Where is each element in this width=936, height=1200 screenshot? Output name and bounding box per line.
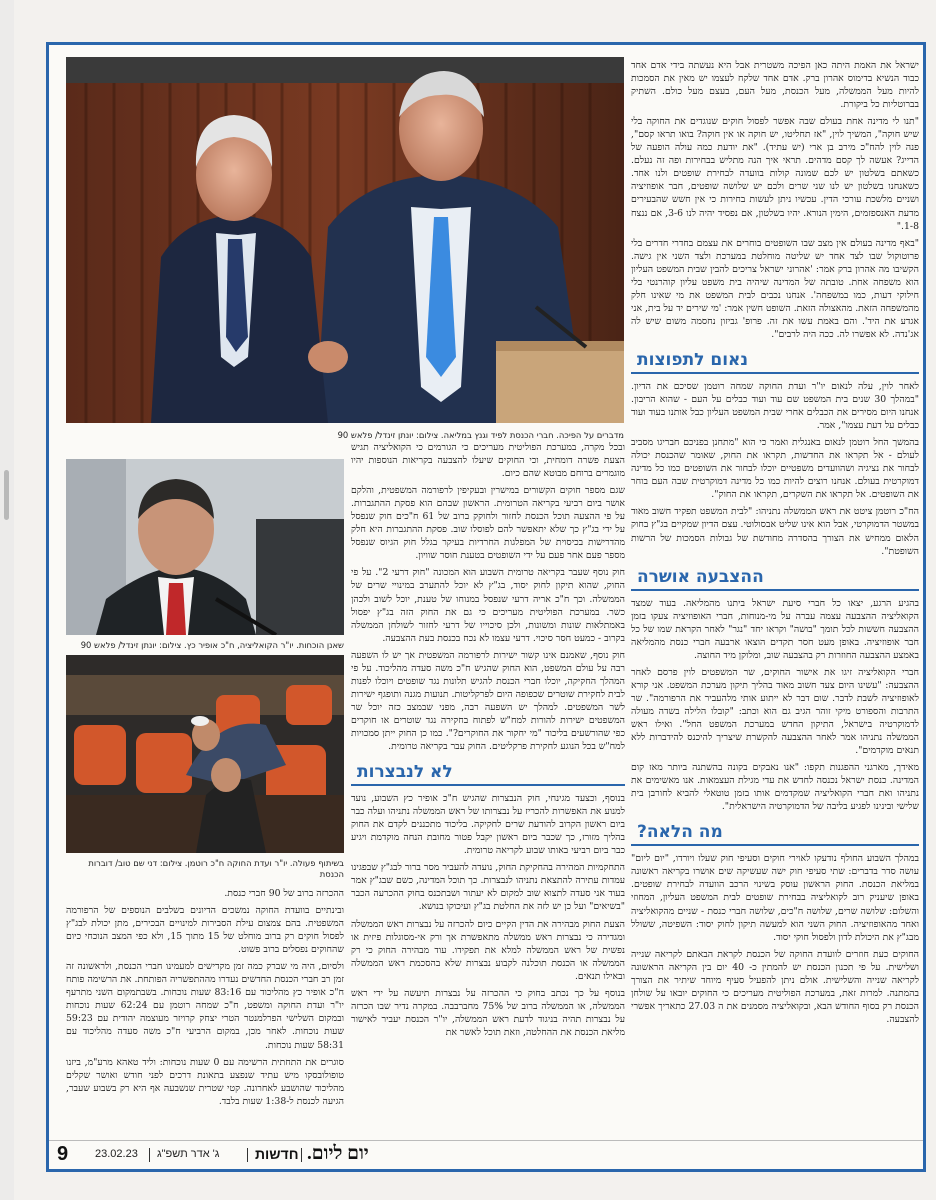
portrait-photo-image — [66, 459, 344, 635]
portrait-photo-caption: שאנן הוכחות. יו"ר הקואליציה, ח"כ אופיר כץ. צילום: יונתן זינדל/ פלאש 90 — [80, 640, 344, 650]
heading-what-next: מה הלאה? — [631, 821, 723, 844]
left-paragraph-8: בנוסף על כך נכתב בחוק כי ההכרזה על נבצרות תיעשה על ידי ראש הממשלה, או הממשלה ברוב של 75% מחברבבה. במקרה נדיר שבו הכרזה על נבצרות תהיה בניגוד לדעת ראש הממשלה, יו"ר הכנסת יעביר לאישור מליאת הכנסת את ההחלטה, וזאת תוכל לאשר את — [351, 987, 625, 1038]
footer-divider-3 — [301, 1148, 302, 1162]
left-paragraph-5: בנוסף, וכצעד מגינחי, חוק הנבצרות שהגיש ח"כ אופיר כץ השבוע, נועד למנוע את האפשרות להכריז על נבצרותו של ראש הממשלה נתניהו ועלה כבר ביום ראשון הקרוב להודעת שרים לחקיקה. בליכוד מתכננים לקדם את החוק בהליך מזורז, כך שכבר ביום ראשון יקבל פטור מחובת הנחה מוקדמת ויגיע כבר ביום רביעי באותו שבוע לקריאה טרומית. — [351, 793, 625, 857]
right-paragraph-11: החוקים כעת חוזרים לוועדת החוקה של הכנסת לקראת הבאתם לקריאה שנייה ושלישית. על פי תכנון הכנסת יש להמתין כ- 40 יום בין הקריאה הראשונה לקריאה שנייה והשלישית. אולם ניתן להפעיל סעיף מיוחד שיתיר את הצורך בהמתנה. למרות זאת, במערכת הפוליטית מעריכים כי החוקים יובאו על שולחן הכנסת רק בסוף החודש הבא, ובקואליציה מסמנים את ה 27.03 כתאריך אפשרי להצבעה. — [631, 948, 919, 1025]
main-photo-caption: מדברים על הפיכה. חברי הכנסת לפיד וגנץ במליאה. צילום: יונתן זינדל/ פלאש 90 — [337, 430, 624, 440]
left-paragraph-11: ולסיום, היה מי שברק כמה זמן מקדישים למעמינו חברי הכנסת, ולראשונה זה זמן רב חברי הכנסת החדשים נעדרו מההתפשריה הפותחת. את הרשימה פותח ח"כ אופיר כץ מהליכוד עם 83:16 שעות נוכחות. בשבתמקום השני מתרעף יו"ר ועדת החוקה ומשפט, ח"כ שמחה רוטמן עם 62:24 שעות נוכחות ובמקום השלישי הפרלמנטר הטרי יצחק קרויזר מעוצמה יהודית עם 59:23 שעות נוכחות. לאחר מכן, במקום הרביעי ח"כ משה סעדה מהליכוד עם 58:31 שעות נוכחות. — [66, 961, 344, 1051]
right-paragraph-5: בהמשך החל רוטמן לנאום באנגלית ואמר כי הוא "מתחנן בפניכם חבריגו מסביב לעולם - אל תקראו את החדשות, תקראו את החוק, שאומר שהכנסת יכולה לבחור את נציגיה ושהוועדים משפטיים יוכלו לבחור את השופטים כמו כל מדינה דמוקרטית בעולם. אנחנו רוצים להיות כמו כל מדינה דמוקרטית שבה העם בוחר את השופטים. אל תקראו את השקרים, תקראו את החוק". — [631, 437, 919, 501]
footer-hebrew-date: ג' אדר תשפ"ג — [157, 1148, 220, 1160]
left-bottom-column — [66, 887, 344, 1143]
left-paragraph-6: התחקמיות המהירה בהחקיקת החוק, נועדה להעביר מסר ברור לבג"ץ שבפגינו עמדות עתירה להתצאת נתניהו לנבצרות. כך תוכל המדינה, כשם שבג"ץ אמר בעוד אני סעדה לתצוא שוב למקום לא יעתור ושבתכנס בחוק ההכרעה הכבר "בשיאים" ועל כן יש לזה את החלטת בג"ץ ועיכוקו בנושא. — [351, 862, 625, 913]
right-paragraph-10: במהלך השבוע החולף נודעקו לאוירי חוקים וסעיפי חוק שעלו ויורדו, "יום ליום" עושה סדר בדברים: שתי סעיפי חוק ישה שעשיקה שים אושרו בקריאה ראשונה במליאת הכנסת. החוק הראשון עוסק בשינוי הרכב הוועדה לבחירת שופטים. באופן שיעניק רוב לקואליציה בבחירת שופטים לבית המשפט העליון, המחוזי והשלום: שלושה שרים, שלושה ח"כים, שלושה חברי כנסת - שניים מהקואליציה ואחד מהאופוזיציה. החוק השני הוא למעשה תיקון לחוק יסוד: השפיטה, ששולל מבג"ץ את היכולת לדון ולפסול חוקי יסוד. — [631, 853, 919, 943]
heading-speeches: נאום לתפוצות — [631, 349, 748, 372]
portrait-photo — [66, 459, 344, 635]
left-paragraph-1: ובכל מקרה, במערכת הפוליטית מעריכים כי הגורמים כי הקואליציה תגיש הצעת פשרה דומחית, וכי החוקים שיעלו להצבעה בקריאות הנוספות יהיו מוגמרים ברוחם מבוטא שהם כיום. — [351, 442, 625, 480]
window-scrollbar[interactable] — [0, 0, 14, 1200]
footer-divider-1 — [149, 1148, 150, 1162]
right-paragraph-3: "באף מדינה בעולם אין מצב שבו השופטים בוחרים את עצמם בחדרי חדרים בלי פרוטוקול שבו לצד אחד יש שליטה מוחלטת במערכת ולצד השני אין גישה. הקשיבו מה אהרון ברק אמר: 'אהרוני ישראל צריכים להבין שבית המשפט העליון הוא משפחה אחת. טובתה של המדינה שיהיה בית משפט עליון קוהרנטי בלי חילוקי דעות, כמו במשפחה'. אנחנו נכבים לבית המשפט את מי שאינו חלק מהמשפחה הזאת. מהאצולה הזאת. השופט חשין אמר: 'מי שירים יד על בית, אני אגדע את היד'. והם באמת עשו את זה. פרופ' גביזון נחסמה משום שיש לה אג'נדה. לא אפשרו לה. ככה היה לרבים". — [631, 237, 919, 340]
page-number: 9 — [57, 1143, 69, 1165]
right-paragraph-9: מאידך, מארגני ההפגנות תקפו: "אנו נאבקים בקונה בהשתנה ביותר מאז קום המדינה. כנסת ישראל נכנסה לחדש את עדי מגילת העצמאות. אנו מאשימים את נתניהו ואת חברי הקואליציה שמקדמים אותו בזמן טוטאלי להביא לחורבן בית שלישי ובינינו לפגיע בליבה של הדמוקרטיה הישראלית". — [631, 762, 919, 813]
middle-column — [351, 441, 625, 1141]
left-paragraph-3: חוק נוסף שעבר בקריאה טרומית השבוע הוא המכונה "חוק דרעי 2". על פי החוק, שהוא תיקון לחוק יסוד, בג"ץ לא יוכל להתערב במינויי שרים של הממשלה. וכך ח"כ אריה דרעי שנפסל במנוחו של טענת, יוכל לשוב ולכהן כשר. במערכת הפוליטית מעריכים כי גם את החוק הזה בג"ץ יפסול באמתלאות שונות ומשונות, ולכן סיכוייו של דרעי לחזור לשולחן הממשלה בקרוב - כמעט חסר סיכוי. דרעי עצמו לא נכח בכנסת בעת ההצבעה. — [351, 567, 625, 644]
right-paragraph-1: ישראל את האמת היתה כאן הפיכה משטרית אבל היא נעשתה בידי אדם אחד כבוד הנשיא בדימוס אהרון ברק. אדם אחד שלקח לעצמו יש מאין את הסמכות להיות מעל הממשלה, מעל הכנסת, מעל העם, בעצם מעל כולם. השתיק בברוטליות כל ביקורת. — [631, 60, 919, 111]
left-paragraph-10: ובינתיים בוועדת החוקה נמשכים הדיונים בשלבים הנוספים של הרפורמה המשפטית. בהם צמצום עילת הסבירות למינויים הבכירים, מתן יכולת לבג"ץ לפסול חוקים רק ברוב מוחלט של 15 מתוך 15, ולא כפי המצב הנוכחי כיום שהחוקים נפסלים ברוב פשוט. — [66, 905, 344, 956]
heading-approval-rule — [631, 566, 919, 591]
footer-brand-logo: יום ליום. — [307, 1143, 369, 1164]
scrollbar-thumb[interactable] — [4, 470, 9, 520]
footer-divider-2 — [247, 1148, 248, 1162]
plenum-photo — [66, 655, 344, 853]
left-paragraph-2: שגם מספר חוקים הקשורים במישרין ובעקיפין לרפורמה המשפטית, והלקם אושר ביום רביעי בקריאה הטרומית. הראשון שבהם הוא פסקת ההתגברות. על פי ההצעה תוכל הכנסת לחזור ולחוקק ברוב של 61 ח"כים חוק שנפסל על ידי בג"ץ כך שלא יתאפשר להם לפוסלו שוב. פסקת ההתגברות היא חלק מהדרישות בכיסוית של המפלגות החרדיות בעיקר בגלל חוק הגיוס שנפסל מספר פעם אחר פעם על ידי השופטים בטענת חוסר שוויון. — [351, 485, 625, 562]
footer-date: 23.02.23 — [95, 1148, 138, 1160]
page-footer — [49, 1140, 923, 1169]
heading-speeches-rule — [631, 349, 919, 374]
footer-section: חדשות — [255, 1146, 299, 1162]
left-paragraph-9: ההכרזה ברוב של 90 חברי כנסת. — [224, 888, 344, 899]
left-paragraph-4: חוק נוסף, שאמנם אינו קשור ישירות לרפורמה המשפטית אך יש לו השפעה רבה על עולם המשפט, הוא החוק שהגיש ח"כ משה סעדה מהליכוד. על פי המהלך החקיקה, יוכלו חברי הכנסת להגיש תלונות נגד שופטים ויוכלו לפנות לבית לחקירת שוטרים שכפופה היום לפרקליטות. תנועות מגנה ותופגף ישירות לשר המשפטים. למהלך יש השפעה רבה, מפני שבמצב כזה יוכל שר המשפטים ישירות להורות למח"ש לפתוח בחקירה נגד שוטרים או חוקרים כפי שהורשעים בליכוד "מי יחקור את החוקרים?". כמו כן החוק ייתן סמכויות למח"ש בכל הנוגע לחקירת פרקליטים. החוק עבר בקריאה טרומית. — [351, 649, 625, 753]
main-photo — [66, 57, 624, 423]
newspaper-page — [46, 42, 926, 1172]
plenum-photo-caption: בשיתוף פעולה. יו"ר ועדת החוקה ח"כ רוטמן. צילום: דני שם טוב/ דוברות הכנסת — [88, 858, 344, 879]
main-photo-image — [66, 57, 624, 423]
heading-not-to-ballots-rule — [351, 761, 625, 786]
right-paragraph-2: "תנו לי מדינה אחת בעולם שבה אפשר לפסול חוקים שנוגדים את החוקה בלי שיש חוקה", המשיך לוין, "אז תחליטו, יש חוקה או אין חוקה? בואו תראו קסם", פנה לוין להח"כ מירב בן ארי (יש עתיד). "את יודעת כמה עולה הופעה של הדייג? אעשה לך קסם מדהים. תראי איך הנה מתליש בבחירות ופה זה נעלם. כשאתם בשלטון יש לכם שמונה קולות בוועדה לבחירת שופטים ולנו אחד. כשאנחנו בשלטון יש לנו שני שרים ולכם יש שלושה שופטים, חבר אופוזיציה ושניים מלשכת עורכי הדין. עכשיו ניתן לעשות בחירות כי אין חשש שהבעירים מדעת האנספזמים, הימין הנורא. יהיו בשלטון, אם נפסיד יהיה לנו 3-6, אם ננצח 1-8." — [631, 116, 919, 232]
left-paragraph-7: הצעת החוק מבהירה את הדין הקיים כיום להכרזה על נבצרות ראש הממשלה ומגדירה כי נבצרות ראש ממשלה מתאפשרת אך ורק אי-מסוגלות פיזית או נפשית של ראש הממשלה למלא את תפקידו. עוד מבהירה החוק כי רק הממשלה או הכנסת תוכלנה לקבוע נבצרות שלא בהסכמת ראש הממשלה ובאילו תנאים. — [351, 918, 625, 982]
plenum-photo-image — [66, 655, 344, 853]
right-column — [631, 59, 919, 1141]
left-paragraph-12: סוגרים את התחתית הרשימה עם 0 שעות נוכחות: וליד טאהא מרע"מ, ביזנו טופולובסקו מיש עתיד שנפצע בתאונת דרכים לפני חודש ואושר שקלים מהליכוד שהושבע לאחרונה. קטי שטרית שנשבעה אף היא רק בשבוע שעבר, הגיעה לכנסת ל-1:38 שעות בלבד. — [66, 1056, 344, 1107]
heading-not-to-ballots: לא לנבצרות — [351, 761, 453, 784]
heading-what-next-rule — [631, 821, 919, 846]
right-paragraph-4: לאחר לוין, עלה לנאום יו"ר ועדת החוקה שמחה רוטמן שסיכם את הדיון. "במהלך 30 שנים בית המשפט שם עוד ועוד כבלים על העם - שהוא הריבון. אנחנו היום מסירים את הכבלים אחרי שבית המשפט העליון כבל אותנו בעוד ועוד כבלים על דעת עצמו", אמר. — [631, 380, 919, 432]
right-paragraph-8: חברי הקואליציה זיגו את אישור החוקים, שר המשפטים לוין פרסם לאחר ההצבעה: "עשינו היום צעד חשוב מאוד בהליך תיקון מערכת המשפט. אני קורא לאופוזיציה לשבת לדבר. שום דבר לא ייתוע אותי מלהעביר את הרפורמה". שר התרבות והספורט מיקי זוהר הגיב גם הוא וכתב: "קובלו הלילה בשדה מעולה לדמוקרטיה בישראל, התיקון החדש במערכת המשפט החל". ואילו ראש הממשלה נתניהו אמר לאחר ההצבעה להקשרת שיצריך להיכנס להידברות ללא תנאים מוקדמים". — [631, 666, 919, 757]
heading-approval: ההצבעה אושרה — [631, 566, 764, 589]
right-paragraph-6: הח"כ רוטמן ציטט את ראש הממשלה נתניהו: "לבית המשפט תפקיד חשוב מאוד במשטר הדמוקרטי, אבל הוא אינו שליט אבסולוטי. עצם הדיון שמקיים בג"ץ בחוק הלאום ממחיש את הצורך בהסדרה מחודשת של גבולות הסמכות של הרשות השופטת". — [631, 506, 919, 557]
right-paragraph-7: בהגיע הרגע, יצאו כל חברי סיעת ישראל ביתנו מהמליאה. בעוד שמצד הקואליציה ההצבעה עצמה עברה על מי-מנוחות, חברי האופוזיציה צעקו בזמן ההצבעה חששות לכל תומך "בושה" וקראו יחד "נגר" לאחר הקראת שמו של כל חבר אופוזיציה. באופן מעט חסר תקדים הוצאו ארבעה חברי כנסת מהמליאה באמצע ההצבעה החוזרות רק בהצבעה שוב, ומלוקן מיד החוצה. — [631, 597, 919, 661]
